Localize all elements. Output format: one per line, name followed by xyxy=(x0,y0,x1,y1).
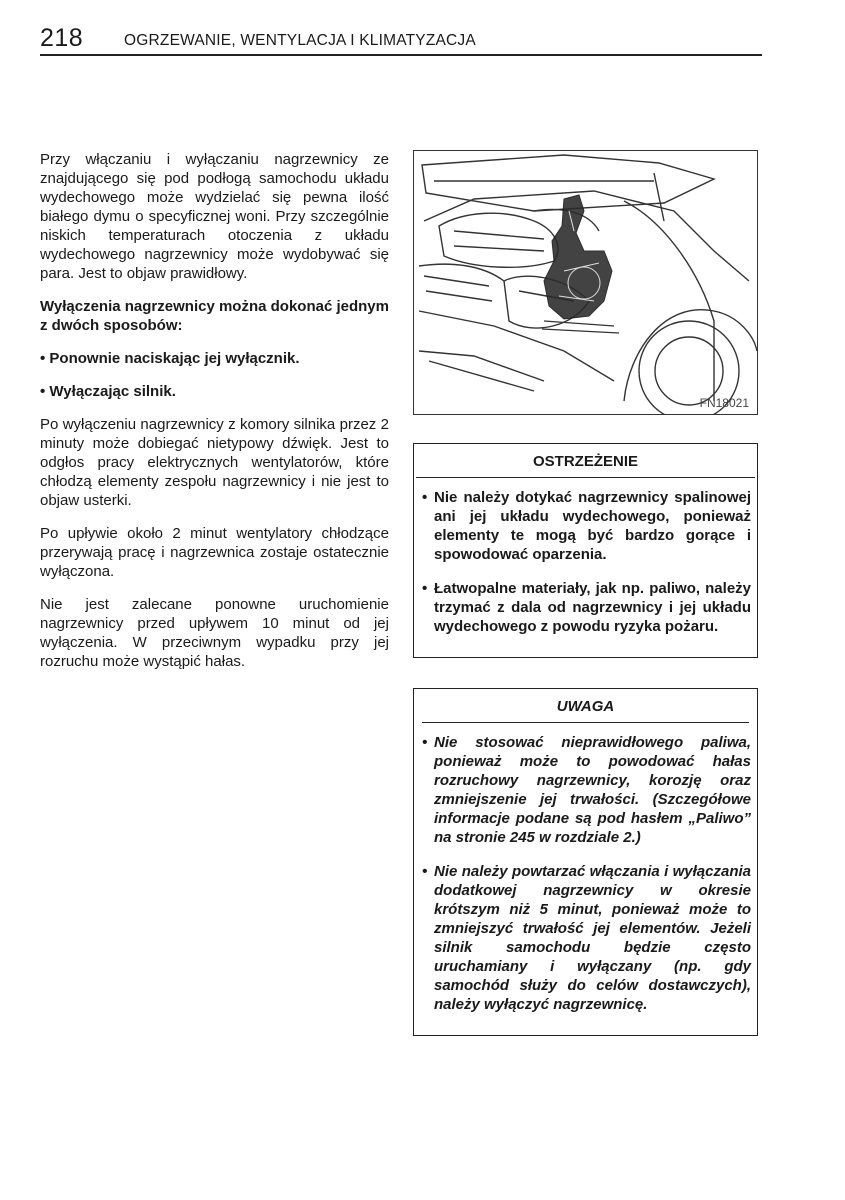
chapter-title: OGRZEWANIE, WENTYLACJA I KLIMATYZACJA xyxy=(124,32,476,49)
paragraph-restart: Nie jest zalecane ponowne uruchomienie nagrzewnicy przed upływem 10 minut od jej wyłączenia. W przeciwnym wypadku przy jej rozruchu może wystąpić hałas. xyxy=(40,596,389,670)
warning-item-text: Łatwopalne materiały, jak np. paliwo, należy trzymać z dala od nagrzewnicy i jej układu wydechowego z powodu ryzyka pożaru. xyxy=(434,580,751,635)
paragraph-smoke: Przy włączaniu i wyłączaniu nagrzewnicy ze znajdującego się pod podłogą samochodu układu wydechowego może wydzielać się pewna ilość białego dymu o specyficznej woni. Przy szczególnie niskich temperaturach otoczenia z układu wydechowego nagrzewnicy może wydobywać się para. Jest to objaw prawidłowy. xyxy=(40,151,389,282)
method-item-engine: • Wyłączając silnik. xyxy=(40,383,176,400)
note-item xyxy=(422,733,751,847)
main-text-column xyxy=(40,150,389,685)
note-item-text: Nie stosować nieprawidłowego paliwa, ponieważ może to powodować hałas rozruchowy nagrzewnicy, korozję oraz zmniejszenie jej trwałości. (Szczegółowe informacje podane są pod hasłem „Paliwo” na stronie 245 w rozdziale 2.) xyxy=(434,734,751,846)
page-header xyxy=(40,26,762,56)
warning-box xyxy=(413,443,758,658)
paragraph-fan-stop: Po upływie około 2 minut wentylatory chłodzące przerywają pracę i nagrzewnica zostaje ostatecznie wyłączona. xyxy=(40,525,389,580)
bullet: • xyxy=(422,863,428,880)
page-number: 218 xyxy=(40,24,84,52)
note-title: UWAGA xyxy=(556,698,615,715)
car-engine-heater-drawing xyxy=(414,151,758,415)
bullet: • xyxy=(422,734,428,751)
warning-item xyxy=(422,488,751,564)
warning-title: OSTRZEŻENIE xyxy=(532,453,638,470)
bullet: • xyxy=(422,489,428,506)
method-item-switch: • Ponownie naciskając jej wyłącznik. xyxy=(40,350,300,367)
note-box xyxy=(413,688,758,1036)
warning-list xyxy=(414,478,757,657)
figure-code: FN18021 xyxy=(699,396,749,410)
note-item xyxy=(422,862,751,1014)
warning-item-text: Nie należy dotykać nagrzewnicy spalinowej ani jej układu wydechowego, ponieważ elementy te mogą być bardzo gorące i spowodować oparzenia. xyxy=(434,489,751,563)
note-item-text: Nie należy powtarzać włączania i wyłączania dodatkowej nagrzewnicy w okresie krótszym niż 5 minut, ponieważ może to zmniejszyć trwałość jej elementów. Jeżeli silnik samochodu będzie często uruchamiany i wyłączany (np. gdy samochód służy do celów dostawczych), należy wyłączyć nagrzewnicę. xyxy=(434,863,751,1013)
paragraph-switch-off-methods: Wyłączenia nagrzewnicy można dokonać jednym z dwóch sposobów: xyxy=(40,298,389,334)
paragraph-fan-noise: Po wyłączeniu nagrzewnicy z komory silnika przez 2 minuty może dobiegać nietypowy dźwięk. Jest to odgłos pracy elektrycznych wentylatorów, które chłodzą elementy zespołu nagrzewnicy i nie jest to objaw usterki. xyxy=(40,416,389,509)
bullet: • xyxy=(422,580,428,597)
note-list xyxy=(414,723,757,1035)
warning-item xyxy=(422,579,751,636)
engine-bay-illustration xyxy=(413,150,758,415)
